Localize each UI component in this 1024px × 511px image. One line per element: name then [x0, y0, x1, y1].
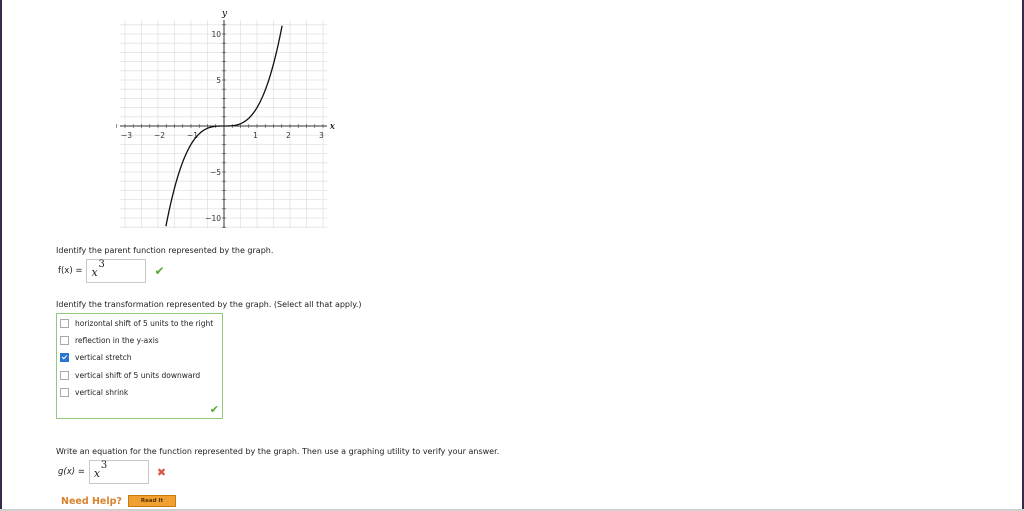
answer-base: x	[93, 467, 101, 480]
option-horizontal-shift[interactable]	[60, 319, 213, 328]
equation-input[interactable]	[89, 460, 149, 484]
x-tick-label: 2	[286, 131, 291, 140]
x-tick-label: −1	[187, 131, 199, 140]
option-label: vertical shrink	[75, 388, 129, 397]
checkbox-checked[interactable]	[60, 353, 69, 362]
question-1-answer-row	[58, 259, 165, 283]
need-help-row	[61, 495, 176, 507]
answer-exponent: 3	[98, 259, 105, 270]
checkbox[interactable]	[60, 388, 69, 397]
y-tick-label: −5	[209, 168, 221, 177]
cross-icon: ✖	[156, 465, 167, 479]
x-tick-label: −3	[121, 131, 133, 140]
x-tick-label: 1	[253, 131, 258, 140]
checkbox[interactable]	[60, 319, 69, 328]
option-vertical-shift-down[interactable]	[60, 371, 200, 380]
question-3-prompt: Write an equation for the function represented by the graph. Then use a graphing utility to verify your answer.	[56, 447, 500, 456]
x-tick-label: −2	[154, 131, 166, 140]
question-3-answer-row	[58, 460, 166, 484]
need-help-label: Need Help?	[61, 495, 122, 507]
x-tick-label: 3	[319, 131, 324, 140]
f-of-x-label: f(x) =	[58, 266, 83, 276]
read-it-button[interactable]: Read It	[128, 495, 176, 507]
y-tick-label: 10	[211, 30, 221, 39]
x-axis-label: x	[330, 122, 336, 132]
graph-axes	[112, 20, 337, 228]
function-graph	[112, 6, 337, 231]
option-label: vertical shift of 5 units downward	[75, 371, 201, 380]
option-label: horizontal shift of 5 units to the right	[75, 319, 214, 328]
answer-exponent: 3	[100, 460, 108, 471]
check-icon: ✔	[209, 403, 219, 416]
question-2-prompt: Identify the transformation represented by the graph. (Select all that apply.)	[56, 300, 362, 309]
y-axis-label: y	[222, 9, 228, 19]
question-1-prompt: Identify the parent function represented by the graph.	[56, 246, 274, 255]
option-label: reflection in the y-axis	[75, 336, 159, 345]
option-vertical-stretch[interactable]	[60, 353, 132, 362]
check-icon: ✔	[154, 264, 165, 278]
y-tick-label: 5	[216, 76, 221, 85]
checkbox[interactable]	[60, 371, 69, 380]
window-frame-left	[0, 0, 2, 511]
transformation-options	[56, 313, 223, 419]
parent-function-input[interactable]	[86, 259, 146, 283]
checkbox[interactable]	[60, 336, 69, 345]
answer-base: x	[91, 266, 98, 279]
g-of-x-label: g(x) =	[58, 467, 85, 477]
option-reflection-y-axis[interactable]	[60, 336, 159, 345]
option-label: vertical stretch	[75, 353, 132, 362]
option-vertical-shrink[interactable]	[60, 388, 128, 397]
y-tick-label: −10	[205, 214, 221, 223]
